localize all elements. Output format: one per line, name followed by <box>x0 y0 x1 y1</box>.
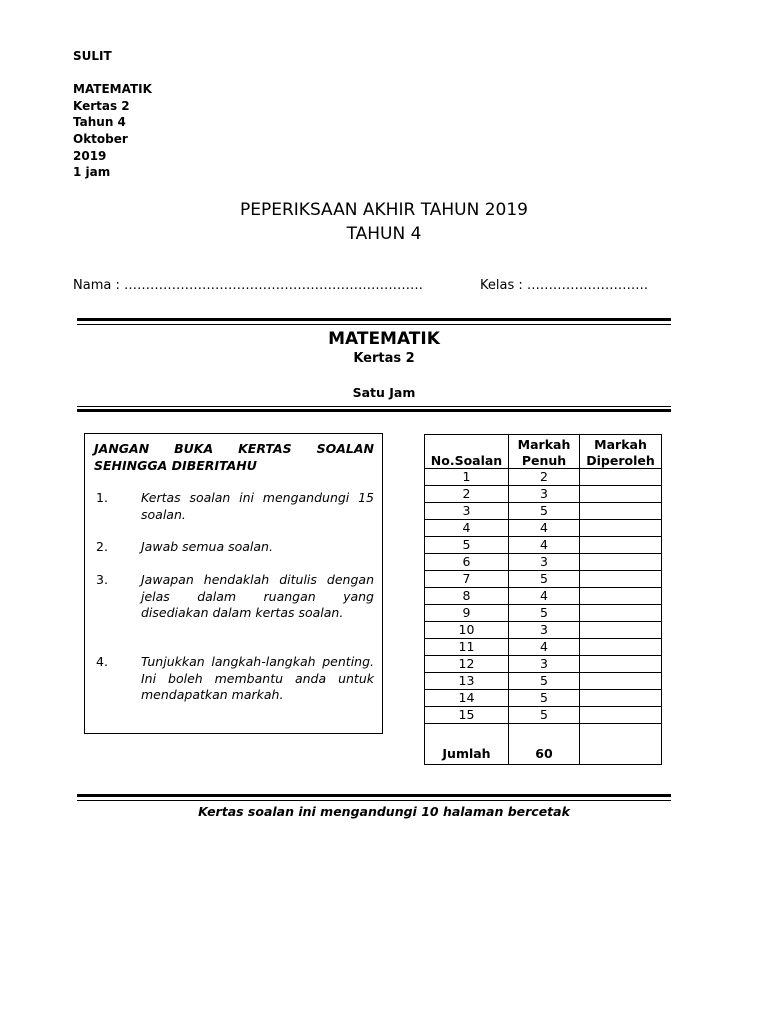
question-number-cell: 2 <box>425 486 509 503</box>
full-marks-cell: 3 <box>509 486 580 503</box>
full-marks-cell: 4 <box>509 588 580 605</box>
marks-obtained-cell[interactable] <box>580 639 662 656</box>
question-number-cell: 14 <box>425 690 509 707</box>
marks-obtained-cell[interactable] <box>580 622 662 639</box>
table-row <box>425 656 662 673</box>
heading-word: BUKA <box>174 441 214 456</box>
header-year-level: Tahun 4 <box>73 115 126 130</box>
table-row <box>425 571 662 588</box>
header-month: Oktober <box>73 131 128 146</box>
full-marks-cell: 4 <box>509 520 580 537</box>
header-year: 2019 <box>73 148 107 163</box>
instruction-number: 3. <box>96 572 108 587</box>
instruction-text: Jawapan hendaklah ditulis dengan jelas dalam ruangan yang disediakan dalam kertas soalan. <box>141 572 374 620</box>
subject-paper: Kertas 2 <box>353 351 415 366</box>
full-marks-cell: 3 <box>509 656 580 673</box>
name-field[interactable]: Nama : …………………………………………………………… <box>73 278 423 293</box>
marks-obtained-cell[interactable] <box>580 690 662 707</box>
full-marks-cell: 5 <box>509 673 580 690</box>
header-paper: Kertas 2 <box>73 98 130 113</box>
total-row <box>425 724 662 765</box>
instruction-number: 1. <box>96 490 108 505</box>
full-marks-cell: 2 <box>509 469 580 486</box>
table-row <box>425 690 662 707</box>
header-subject: MATEMATIK <box>73 82 152 97</box>
table-row <box>425 486 662 503</box>
question-number-cell: 9 <box>425 605 509 622</box>
marks-table <box>424 434 662 765</box>
header-question-no: No.Soalan <box>425 435 509 469</box>
question-number-cell: 5 <box>425 537 509 554</box>
marks-obtained-cell[interactable] <box>580 707 662 724</box>
full-marks-cell: 5 <box>509 690 580 707</box>
divider-thin-top <box>77 324 671 325</box>
subject-duration: Satu Jam <box>352 385 416 400</box>
marks-obtained-cell[interactable] <box>580 571 662 588</box>
table-row <box>425 673 662 690</box>
question-number-cell: 1 <box>425 469 509 486</box>
marks-obtained-cell[interactable] <box>580 486 662 503</box>
table-header-row <box>425 435 662 469</box>
marks-obtained-cell[interactable] <box>580 554 662 571</box>
marks-obtained-cell[interactable] <box>580 656 662 673</box>
instructions-box <box>84 433 383 734</box>
heading-word: JANGAN <box>94 441 150 456</box>
header-marks-obtained: Markah Diperoleh <box>580 435 662 469</box>
total-obtained-cell[interactable] <box>580 724 662 765</box>
divider-thick-mid <box>77 409 671 412</box>
divider-thin-bottom <box>77 800 671 801</box>
instruction-number: 4. <box>96 654 108 669</box>
divider-thick-bottom <box>77 794 671 797</box>
question-number-cell: 10 <box>425 622 509 639</box>
table-row <box>425 639 662 656</box>
page-count-note: Kertas soalan ini mengandungi 10 halaman bercetak <box>198 804 570 819</box>
question-number-cell: 7 <box>425 571 509 588</box>
subject-title: MATEMATIK <box>328 329 440 349</box>
confidential-label: SULIT <box>73 49 112 63</box>
exam-level: TAHUN 4 <box>346 224 422 244</box>
full-marks-cell: 4 <box>509 639 580 656</box>
instruction-text: Jawab semua soalan. <box>141 539 273 554</box>
table-row <box>425 469 662 486</box>
table-row <box>425 707 662 724</box>
divider-thick-top <box>77 318 671 321</box>
full-marks-cell: 4 <box>509 537 580 554</box>
marks-obtained-cell[interactable] <box>580 503 662 520</box>
marks-obtained-cell[interactable] <box>580 520 662 537</box>
question-number-cell: 4 <box>425 520 509 537</box>
marks-obtained-cell[interactable] <box>580 588 662 605</box>
question-number-cell: 11 <box>425 639 509 656</box>
heading-line-2: SEHINGGA DIBERITAHU <box>94 458 257 473</box>
table-row <box>425 537 662 554</box>
instructions-heading <box>94 440 374 474</box>
divider-thin-mid <box>77 406 671 407</box>
question-number-cell: 13 <box>425 673 509 690</box>
table-row <box>425 605 662 622</box>
heading-word: KERTAS <box>238 441 292 456</box>
table-row <box>425 588 662 605</box>
total-value: 60 <box>509 724 580 765</box>
table-row <box>425 622 662 639</box>
question-number-cell: 12 <box>425 656 509 673</box>
heading-word: SOALAN <box>316 441 374 456</box>
instruction-text: Kertas soalan ini mengandungi 15 soalan. <box>141 490 374 522</box>
marks-obtained-cell[interactable] <box>580 605 662 622</box>
question-number-cell: 6 <box>425 554 509 571</box>
exam-title: PEPERIKSAAN AKHIR TAHUN 2019 <box>239 200 528 220</box>
table-row <box>425 554 662 571</box>
total-label: Jumlah <box>425 724 509 765</box>
table-row <box>425 503 662 520</box>
header-info <box>73 48 152 181</box>
question-number-cell: 8 <box>425 588 509 605</box>
instruction-number: 2. <box>96 539 108 554</box>
full-marks-cell: 5 <box>509 707 580 724</box>
marks-obtained-cell[interactable] <box>580 673 662 690</box>
class-field[interactable]: Kelas : ………………………. <box>480 278 649 293</box>
full-marks-cell: 5 <box>509 503 580 520</box>
instruction-text: Tunjukkan langkah-langkah penting. Ini boleh membantu anda untuk mendapatkan markah. <box>141 654 374 702</box>
table-row <box>425 520 662 537</box>
full-marks-cell: 5 <box>509 605 580 622</box>
header-full-marks: Markah Penuh <box>509 435 580 469</box>
header-duration: 1 jam <box>73 165 111 180</box>
question-number-cell: 15 <box>425 707 509 724</box>
full-marks-cell: 5 <box>509 571 580 588</box>
marks-obtained-cell[interactable] <box>580 537 662 554</box>
full-marks-cell: 3 <box>509 622 580 639</box>
question-number-cell: 3 <box>425 503 509 520</box>
full-marks-cell: 3 <box>509 554 580 571</box>
marks-obtained-cell[interactable] <box>580 469 662 486</box>
